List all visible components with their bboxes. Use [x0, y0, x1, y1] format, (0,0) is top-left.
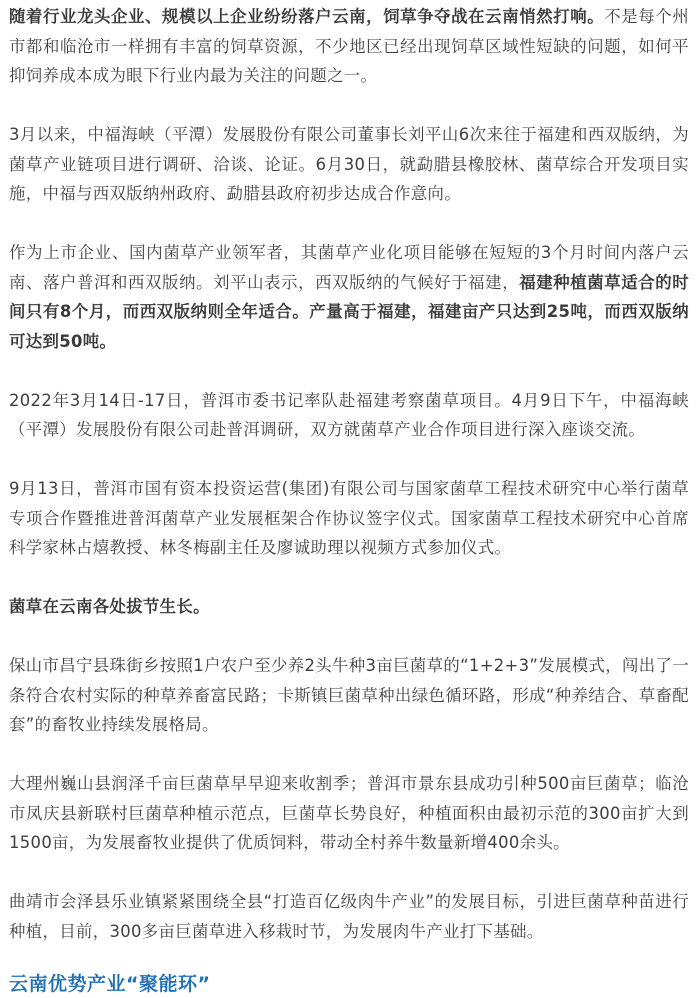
intro-bold-text: 随着行业龙头企业、规模以上企业纷纷落户云南，饲草争夺战在云南悄然打响。	[9, 7, 605, 26]
paragraph-listed-company	[9, 238, 689, 356]
paragraph-baoshan: 保山市昌宁县珠街乡按照1户农户至少养2头牛种3亩巨菌草的“1+2+3”发展模式，闯出了一条符合农村实际的种草养畜富民路；卡斯镇巨菌草种出绿色循环路，形成“种养结合、草畜配套”的畜牧业持续发展格局。	[9, 656, 689, 734]
intro-text: 不是每个州市都和临沧市一样拥有丰富的饲草资源，不少地区已经出现饲草区域性短缺的问题，如何平抑饲养成本成为眼下行业内最为关注的问题之一。	[9, 7, 690, 85]
paragraph-qujing: 曲靖市会泽县乐业镇紧紧围绕全县“打造百亿级肉牛产业”的发展目标，引进巨菌草种苗进行种植，目前，300多亩巨菌草进入移栽时节，为发展肉牛产业打下基础。	[9, 892, 689, 941]
listed-company-text: 作为上市企业、国内菌草产业领军者，其菌草产业化项目能够在短短的3个月时间内落户云南、落户普洱和西双版纳。刘平山表示，西双版纳的气候好于福建，	[9, 243, 689, 292]
section-heading-advantage-industry: 云南优势产业“聚能环”	[9, 973, 211, 995]
listed-company-bold-text: 福建种植菌草适合的时间只有8个月，而西双版纳则全年适合。产量高于福建，福建亩产只达到25吨，而西双版纳可达到50吨。	[9, 272, 690, 351]
article-body	[0, 2, 698, 998]
paragraph-intro	[9, 2, 689, 91]
paragraph-puer-inspection: 2022年3月14日-17日，普洱市委书记率队赴福建考察菌草项目。4月9日下午，中福海峡（平潭）发展股份有限公司赴普洱调研，双方就菌草产业合作项目进行深入座谈交流。	[9, 390, 689, 439]
section-heading-growth: 菌草在云南各处拔节生长。	[9, 597, 210, 616]
paragraph-signing-ceremony: 9月13日，普洱市国有资本投资运营(集团)有限公司与国家菌草工程技术研究中心举行菌草专项合作暨推进普洱菌草产业发展框架合作协议签字仪式。国家菌草工程技术研究中心首席科学家林占熺教授、林冬梅副主任及廖诚助理以视频方式参加仪式。	[9, 479, 689, 557]
paragraph-dali-puer-lincang: 大理州巍山县润泽千亩巨菌草早早迎来收割季；普洱市景东县成功引种500亩巨菌草；临沧市凤庆县新联村巨菌草种植示范点，巨菌草长势良好，种植面积由最初示范的300亩扩大到1500亩，为发展畜牧业提供了优质饲料，带动全村养牛数量新增400余头。	[9, 774, 689, 852]
paragraph-liu-pingshan-visits: 3月以来，中福海峡（平潭）发展股份有限公司董事长刘平山6次来往于福建和西双版纳，为菌草产业链项目进行调研、洽谈、论证。6月30日，就勐腊县橡胶林、菌草综合开发项目实施，中福与西双版纳州政府、勐腊县政府初步达成合作意向。	[9, 125, 689, 203]
